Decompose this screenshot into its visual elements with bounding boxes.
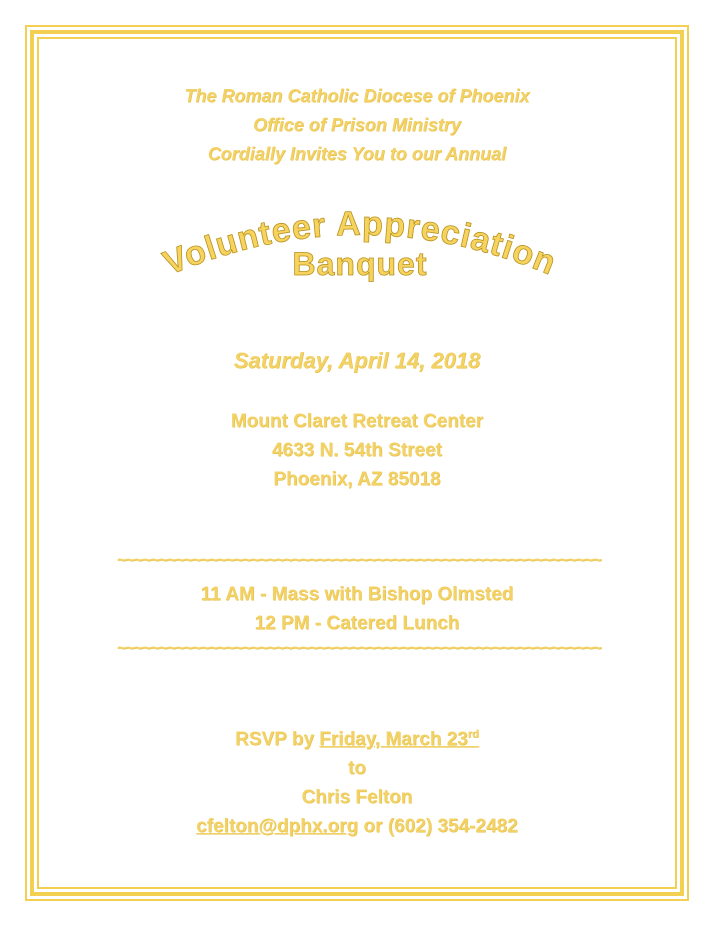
title-arc-textpath: Volunteer Appreciation: [158, 204, 562, 283]
banquet-title: [130, 195, 590, 305]
venue-name: Mount Claret Retreat Center: [230, 411, 484, 432]
rsvp-prefix: RSVP by: [235, 729, 320, 750]
rsvp-contact-line: [40, 816, 674, 838]
event-date: Saturday, April 14, 2018: [233, 348, 481, 373]
rsvp-deadline-date: Friday, March 23: [319, 729, 468, 750]
header-office: Office of Prison Ministry: [253, 115, 461, 135]
schedule-mass: 11 AM - Mass with Bishop Olmsted: [200, 584, 514, 605]
venue-city: Phoenix, AZ 85018: [273, 469, 441, 490]
rsvp-line: [40, 729, 674, 751]
divider-top: ~~~~~~~~~~~~~~~~~~~~~~~~~~~~~~~~~~~~~~~~~~~~~~~~~~~~~~~~~~: [117, 552, 601, 569]
venue-street: 4633 N. 54th Street: [271, 440, 443, 461]
rsvp-to: to: [348, 758, 366, 779]
schedule-lunch: 12 PM - Catered Lunch: [254, 613, 460, 634]
header-diocese: The Roman Catholic Diocese of Phoenix: [184, 86, 530, 106]
rsvp-contact-name: Chris Felton: [301, 787, 413, 808]
rsvp-connector: or: [358, 816, 388, 837]
divider-bottom: ~~~~~~~~~~~~~~~~~~~~~~~~~~~~~~~~~~~~~~~~~~~~~~~~~~~~~~~~~~: [117, 640, 601, 657]
header-invitation: Cordially Invites You to our Annual: [207, 144, 507, 164]
title-banquet: Banquet: [292, 246, 428, 282]
phone-number: (602) 354-2482: [387, 816, 518, 837]
email-link[interactable]: cfelton@dphx.org: [196, 816, 359, 837]
rsvp-deadline-suffix: rd: [467, 728, 479, 741]
rsvp-deadline: [319, 729, 479, 750]
